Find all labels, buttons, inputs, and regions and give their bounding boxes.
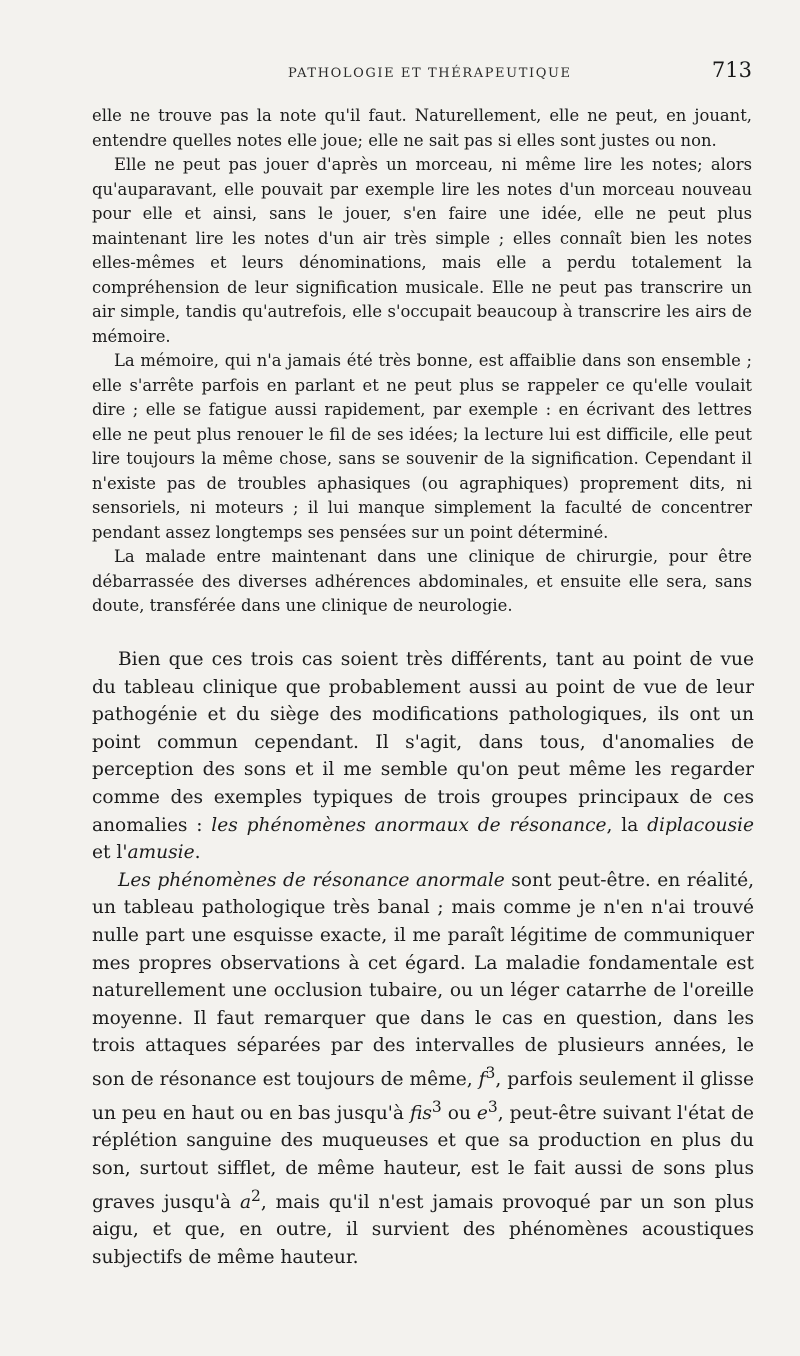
- octave-superscript: 3: [487, 1097, 498, 1116]
- page-header: [92, 58, 752, 88]
- running-title: PATHOLOGIE ET THÉRAPEUTIQUE: [288, 66, 572, 81]
- section-heading-inline: Les phénomènes de résonance anormale: [118, 869, 505, 891]
- octave-superscript: 3: [431, 1097, 442, 1116]
- discussion-block: [92, 646, 754, 1272]
- discussion-text: Bien que ces trois cas soient très différents, tant au point de vue du tableau clinique que probablement aussi au point de vue de leur pathogénie et du siège des modifications pathologiques, ils ont un point commun cependant. Il s'agit, dans tous, d'anomalies de perception des sons et il me semble qu'on peut même les regarder comme des exemples typiques de trois groupes principaux de ces anomalies :: [92, 649, 754, 836]
- note-name: e: [476, 1102, 488, 1124]
- octave-superscript: 2: [251, 1186, 261, 1205]
- punctuation: ,: [606, 814, 613, 836]
- discussion-paragraph-2: [92, 867, 754, 1272]
- article: la: [621, 814, 639, 836]
- case-paragraph-3: La mémoire, qui n'a jamais été très bonne, est affaiblie dans son ensemble ; elle s'arrête parfois en parlant et ne peut plus se rappeler ce qu'elle voulait dire ; elle se fatigue aussi rapidement, par exemple : en écrivant des lettres elle ne peut plus renouer le fil de ses idées; la lecture lui est difficile, elle peut lire toujours la même chose, sans se souvenir de la signification. Cependant il n'existe pas de troubles aphasiques (ou agraphiques) proprement dits, ni sensoriels, ni moteurs ; il lui manque simplement la faculté de concentrer pendant assez longtemps ses pensées sur un point déterminé.: [92, 351, 752, 542]
- punctuation: .: [194, 842, 201, 864]
- case-report-block: [92, 104, 752, 619]
- term-amusie: amusie: [127, 842, 195, 864]
- discussion-text: , mais qu'il n'est jamais provoqué par un son plus aigu, et que, en outre, il survient des phénomènes acoustiques subjectifs de même hauteur.: [92, 1191, 754, 1269]
- discussion-text: ou: [447, 1102, 471, 1124]
- discussion-paragraph-1: [92, 646, 754, 867]
- case-paragraph-1: elle ne trouve pas la note qu'il faut. Naturellement, elle ne peut, en jouant, entendre quelles notes elle joue; elle ne sait pas si elles sont justes ou non.: [92, 106, 752, 150]
- page-number: 713: [711, 58, 752, 82]
- note-name: fis: [409, 1102, 432, 1124]
- case-paragraph-4: La malade entre maintenant dans une clinique de chirurgie, pour être débarrassée des diverses adhérences abdominales, et ensuite elle sera, sans doute, transférée dans une clinique de neurologie.: [92, 547, 752, 615]
- conjunction: et l': [92, 842, 128, 864]
- term-diplacousie: diplacousie: [647, 814, 754, 836]
- note-name: f: [478, 1069, 486, 1091]
- discussion-text: , peut-être suivant l'état de réplétion sanguine des muqueuses et que sa production en plus du son, surtout sifflet, de même hauteur, est le fait aussi de sons plus graves jusqu'à: [92, 1102, 754, 1213]
- case-paragraph-2: Elle ne peut pas jouer d'après un morceau, ni même lire les notes; alors qu'auparavant, elle pouvait par exemple lire les notes d'un morceau nouveau pour elle et ainsi, sans le jouer, s'en faire une idée, elle ne peut plus maintenant lire les notes d'un air très simple ; elles connaît bien les notes elles-mêmes et leurs dénominations, mais elle a perdu totalement la compréhension de leur signification musicale. Elle ne peut pas transcrire un air simple, tandis qu'autrefois, elle s'occupait beaucoup à transcrire les airs de mémoire.: [92, 155, 752, 346]
- discussion-text: sont peut-être. en réalité, un tableau pathologique très banal ; mais comme je n'en n'ai trouvé nulle part une esquisse exacte, il me paraît légitime de communiquer mes propres observations à cet égard. La maladie fondamentale est naturellement une occlusion tubaire, ou un léger catarrhe de l'oreille moyenne. Il faut remarquer que dans le cas en question, dans les trois attaques séparées par des intervalles de plusieurs années, le son de résonance est toujours de même,: [92, 869, 754, 1091]
- note-name: a: [239, 1191, 252, 1213]
- term-resonance: les phénomènes anormaux de résonance: [211, 814, 607, 836]
- discussion-text: , parfois seulement il glisse un peu en haut ou en bas jusqu'à: [92, 1069, 755, 1124]
- octave-superscript: 3: [485, 1063, 496, 1082]
